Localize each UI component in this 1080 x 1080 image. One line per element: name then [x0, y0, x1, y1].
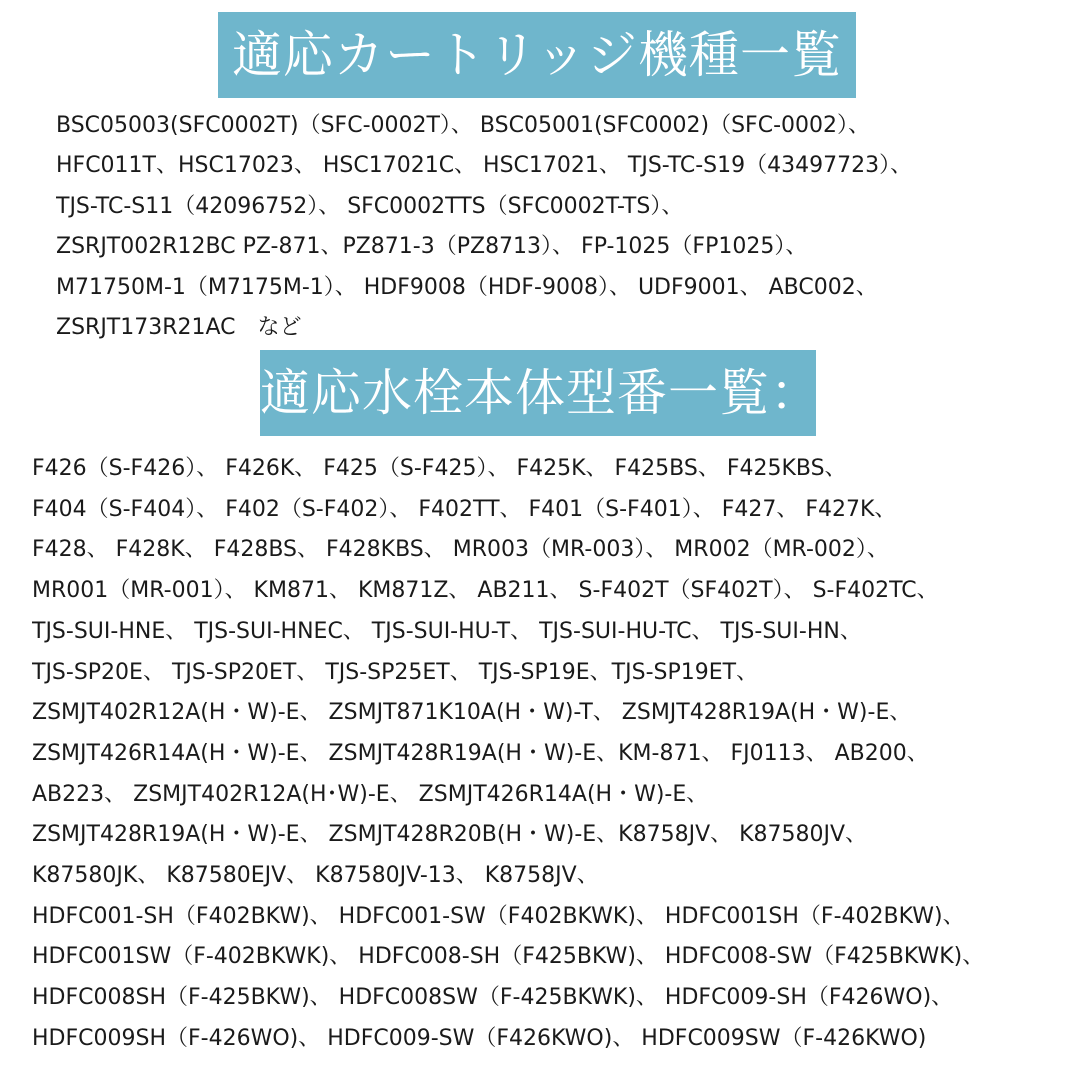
cartridge-model-line: BSC05003(SFC0002T)（SFC-0002T）、 BSC05001(SFC0002)（SFC-0002）、 [56, 113, 870, 138]
faucet-model-line: F404（S-F404）、 F402（S-F402）、 F402TT、 F401（S-F401）、 F427、 F427K、 [32, 496, 897, 522]
cartridge-model-line: M71750M-1（M7175M-1）、 HDF9008（HDF-9008）、 UDF9001、 ABC002、 [56, 274, 878, 300]
faucet-model-line: F428、 F428K、 F428BS、 F428KBS、 MR003（MR-003）、 MR002（MR-002）、 [32, 537, 889, 563]
faucet-model-line: AB223、 ZSMJT402R12A(H･W)-E、 ZSMJT426R14A(H・W)-E、 [32, 781, 709, 807]
faucet-model-line: F426（S-F426）、 F426K、 F425（S-F425）、 F425K、 F425BS、 F425KBS、 [32, 456, 847, 481]
faucet-model-line: HDFC008SH（F-425BKW)、 HDFC008SW（F-425BKWK)、 HDFC009-SH（F426WO)、 [32, 985, 954, 1011]
cartridge-model-list [56, 106, 912, 348]
faucet-model-line: HDFC001-SH（F402BKW)、 HDFC001-SW（F402BKWK)、 HDFC001SH（F-402BKW)、 [32, 903, 965, 929]
faucet-model-line: MR001（MR-001）、 KM871、 KM871Z、 AB211、 S-F402T（SF402T）、 S-F402TC、 [32, 578, 939, 604]
cartridge-model-line: TJS-TC-S11（42096752）、 SFC0002TTS（SFC0002T-TS）、 [56, 193, 684, 219]
faucet-models-heading: 適応水栓本体型番一覧： [260, 350, 816, 436]
cartridge-model-line: ZSRJT173R21AC など [56, 315, 302, 341]
faucet-model-list [32, 449, 984, 1060]
faucet-model-line: K87580JK、 K87580EJV、 K87580JV-13、 K8758JV、 [32, 863, 599, 889]
faucet-model-line: ZSMJT402R12A(H・W)-E、 ZSMJT871K10A(H・W)-T、 ZSMJT428R19A(H・W)-E、 [32, 700, 912, 726]
cartridge-model-line: HFC011T、HSC17023、 HSC17021C、 HSC17021、 TJS-TC-S19（43497723）、 [56, 153, 913, 179]
faucet-model-line: TJS-SP20E、 TJS-SP20ET、 TJS-SP25ET、 TJS-SP19E、TJS-SP19ET、 [32, 659, 759, 685]
faucet-model-line: ZSMJT426R14A(H・W)-E、 ZSMJT428R19A(H・W)-E、KM-871、 FJ0113、 AB200、 [32, 740, 929, 766]
faucet-model-line: HDFC001SW（F-402BKWK)、 HDFC008-SH（F425BKW)、 HDFC008-SW（F425BKWK)、 [32, 944, 985, 970]
faucet-model-line: ZSMJT428R19A(H・W)-E、 ZSMJT428R20B(H・W)-E、K8758JV、 K87580JV、 [32, 822, 868, 848]
cartridge-model-line: ZSRJT002R12BC PZ-871、PZ871-3（PZ8713）、 FP-1025（FP1025）、 [56, 234, 808, 260]
faucet-model-line: HDFC009SH（F-426WO)、 HDFC009-SW（F426KWO)、 HDFC009SW（F-426KWO) [32, 1025, 927, 1051]
faucet-model-line: TJS-SUI-HNE、 TJS-SUI-HNEC、 TJS-SUI-HU-T、 TJS-SUI-HU-TC、 TJS-SUI-HN、 [32, 618, 862, 644]
cartridge-models-heading: 適応カートリッジ機種一覧 [218, 12, 856, 98]
